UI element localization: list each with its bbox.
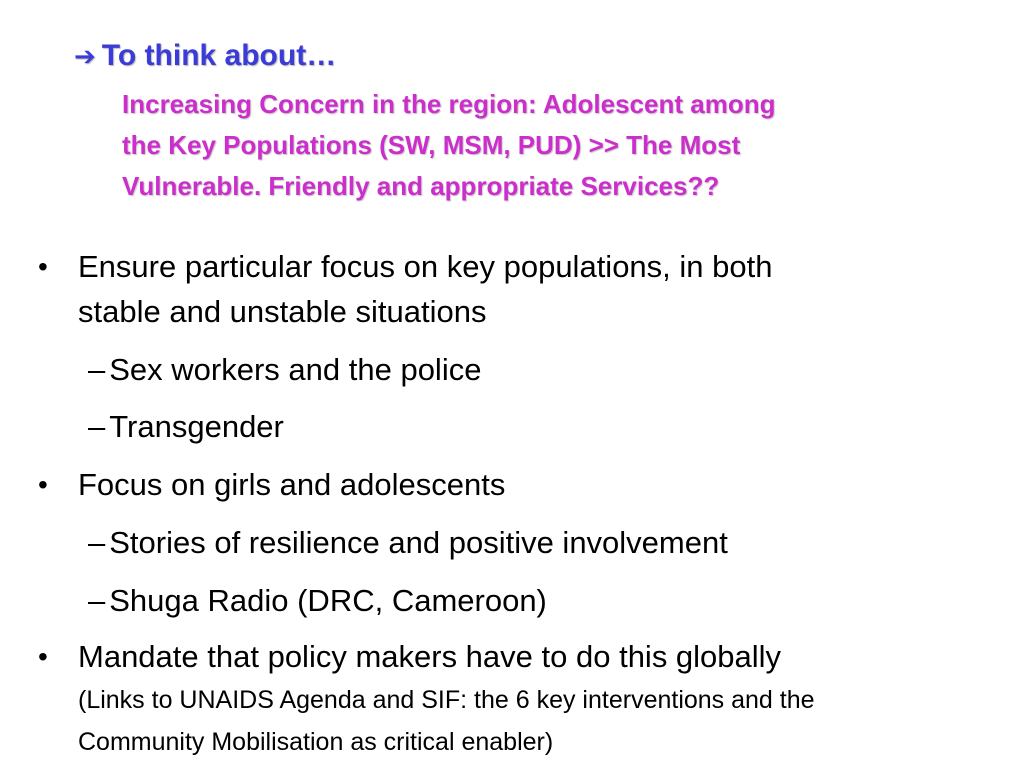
concern-statement (122, 84, 882, 207)
bullet-icon: • (38, 469, 48, 500)
sub-bullet-text: Sex workers and the police (109, 352, 482, 387)
bullet-icon: • (38, 251, 48, 282)
slide-title (74, 38, 336, 74)
bullet-text: Focus on girls and adolescents (78, 467, 506, 502)
bullet-text: stable and unstable situations (78, 294, 487, 329)
bullet-text: Mandate that policy makers have to do this globally (78, 639, 782, 674)
dash-icon: – (88, 525, 106, 560)
dash-icon: – (88, 352, 106, 387)
sub-bullet (88, 582, 547, 620)
concern-line: Increasing Concern in the region: Adolescent among (122, 89, 776, 119)
dash-icon: – (88, 583, 106, 618)
bullet-note: Community Mobilisation as critical enabler) (78, 728, 554, 756)
sub-bullet-text: Stories of resilience and positive involvement (109, 525, 728, 560)
dash-icon: – (88, 409, 106, 444)
sub-bullet-text: Shuga Radio (DRC, Cameroon) (109, 583, 547, 618)
sub-bullet (88, 524, 728, 562)
concern-line: Vulnerable. Friendly and appropriate Services?? (122, 171, 720, 201)
sub-bullet-text: Transgender (109, 409, 284, 444)
bullet-text: Ensure particular focus on key populations, in both (78, 249, 773, 284)
arrow-right-icon: ➔ (74, 41, 96, 71)
slide-title-text: To think about… (101, 39, 337, 72)
sub-bullet (88, 351, 481, 389)
concern-line: the Key Populations (SW, MSM, PUD) >> The Most (122, 130, 741, 160)
bullet-icon: • (38, 641, 48, 672)
bullet-note: (Links to UNAIDS Agenda and SIF: the 6 key interventions and the (78, 686, 815, 714)
sub-bullet (88, 408, 284, 446)
